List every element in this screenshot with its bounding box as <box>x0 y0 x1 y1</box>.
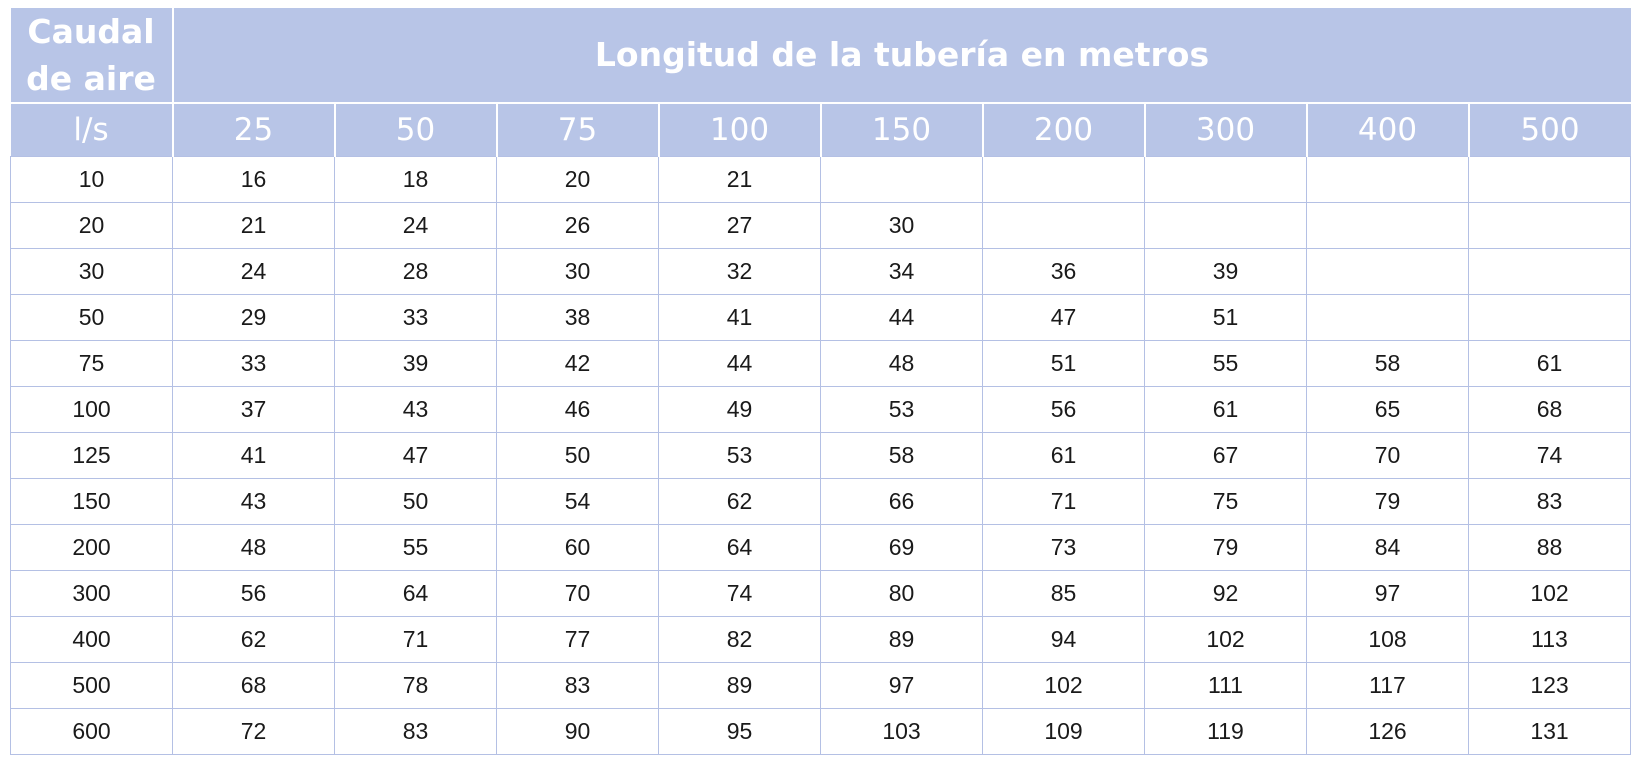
diameter-value-cell: 33 <box>335 295 497 341</box>
table-row <box>11 709 1631 755</box>
diameter-value-cell: 92 <box>1145 571 1307 617</box>
flow-value-cell: 400 <box>11 617 173 663</box>
diameter-value-cell: 27 <box>659 203 821 249</box>
diameter-value-cell: 49 <box>659 387 821 433</box>
diameter-value-cell: 34 <box>821 249 983 295</box>
diameter-value-cell: 48 <box>821 341 983 387</box>
table-body <box>11 157 1631 755</box>
table-row <box>11 341 1631 387</box>
length-header-cell: 75 <box>497 103 659 157</box>
unit-header: l/s <box>11 103 173 157</box>
diameter-value-cell: 68 <box>1469 387 1631 433</box>
diameter-value-cell: 113 <box>1469 617 1631 663</box>
table-row <box>11 295 1631 341</box>
diameter-value-cell: 64 <box>335 571 497 617</box>
diameter-value-cell: 84 <box>1307 525 1469 571</box>
flow-header-line2: de aire <box>26 59 156 98</box>
diameter-value-cell: 28 <box>335 249 497 295</box>
diameter-value-cell: 55 <box>1145 341 1307 387</box>
flow-value-cell: 75 <box>11 341 173 387</box>
length-header-cell: 200 <box>983 103 1145 157</box>
diameter-value-cell: 102 <box>983 663 1145 709</box>
diameter-value-cell <box>983 203 1145 249</box>
diameter-value-cell: 62 <box>173 617 335 663</box>
diameter-value-cell <box>1307 157 1469 203</box>
diameter-value-cell <box>1469 249 1631 295</box>
diameter-value-cell: 64 <box>659 525 821 571</box>
flow-value-cell: 600 <box>11 709 173 755</box>
diameter-value-cell: 82 <box>659 617 821 663</box>
diameter-value-cell: 79 <box>1307 479 1469 525</box>
diameter-value-cell: 95 <box>659 709 821 755</box>
diameter-value-cell: 83 <box>335 709 497 755</box>
diameter-value-cell: 103 <box>821 709 983 755</box>
diameter-value-cell <box>1469 295 1631 341</box>
table-row <box>11 479 1631 525</box>
diameter-value-cell: 70 <box>1307 433 1469 479</box>
length-header-cell: 400 <box>1307 103 1469 157</box>
diameter-value-cell <box>1307 295 1469 341</box>
flow-value-cell: 150 <box>11 479 173 525</box>
length-header-cell: 300 <box>1145 103 1307 157</box>
diameter-value-cell: 62 <box>659 479 821 525</box>
diameter-value-cell: 126 <box>1307 709 1469 755</box>
table-row <box>11 663 1631 709</box>
diameter-value-cell: 74 <box>659 571 821 617</box>
diameter-value-cell: 37 <box>173 387 335 433</box>
diameter-value-cell: 102 <box>1145 617 1307 663</box>
diameter-value-cell <box>1469 203 1631 249</box>
diameter-value-cell <box>1307 249 1469 295</box>
airflow-pipe-length-table <box>10 8 1631 755</box>
diameter-value-cell: 65 <box>1307 387 1469 433</box>
diameter-value-cell: 108 <box>1307 617 1469 663</box>
diameter-value-cell <box>983 157 1145 203</box>
diameter-value-cell: 60 <box>497 525 659 571</box>
diameter-value-cell: 21 <box>659 157 821 203</box>
diameter-value-cell: 54 <box>497 479 659 525</box>
flow-value-cell: 500 <box>11 663 173 709</box>
diameter-value-cell: 51 <box>1145 295 1307 341</box>
airflow-table-container <box>10 8 1631 755</box>
diameter-value-cell: 97 <box>821 663 983 709</box>
diameter-value-cell: 58 <box>821 433 983 479</box>
diameter-value-cell: 90 <box>497 709 659 755</box>
flow-value-cell: 200 <box>11 525 173 571</box>
diameter-value-cell: 47 <box>983 295 1145 341</box>
diameter-value-cell: 117 <box>1307 663 1469 709</box>
diameter-value-cell: 41 <box>173 433 335 479</box>
header-row-titles <box>11 8 1631 103</box>
diameter-value-cell: 83 <box>497 663 659 709</box>
diameter-value-cell: 61 <box>1469 341 1631 387</box>
table-row <box>11 433 1631 479</box>
table-row <box>11 387 1631 433</box>
diameter-value-cell: 29 <box>173 295 335 341</box>
diameter-value-cell: 16 <box>173 157 335 203</box>
flow-value-cell: 300 <box>11 571 173 617</box>
diameter-value-cell: 89 <box>821 617 983 663</box>
diameter-value-cell: 56 <box>173 571 335 617</box>
diameter-value-cell: 43 <box>173 479 335 525</box>
diameter-value-cell: 66 <box>821 479 983 525</box>
diameter-value-cell: 53 <box>659 433 821 479</box>
flow-value-cell: 20 <box>11 203 173 249</box>
diameter-value-cell: 56 <box>983 387 1145 433</box>
table-row <box>11 571 1631 617</box>
table-row <box>11 249 1631 295</box>
diameter-value-cell <box>1469 157 1631 203</box>
diameter-value-cell: 78 <box>335 663 497 709</box>
diameter-value-cell: 24 <box>335 203 497 249</box>
flow-value-cell: 125 <box>11 433 173 479</box>
diameter-value-cell: 75 <box>1145 479 1307 525</box>
flow-value-cell: 10 <box>11 157 173 203</box>
diameter-value-cell: 39 <box>335 341 497 387</box>
diameter-value-cell: 48 <box>173 525 335 571</box>
diameter-value-cell: 72 <box>173 709 335 755</box>
diameter-value-cell: 30 <box>497 249 659 295</box>
table-row <box>11 525 1631 571</box>
diameter-value-cell: 30 <box>821 203 983 249</box>
length-header-cell: 50 <box>335 103 497 157</box>
diameter-value-cell: 41 <box>659 295 821 341</box>
diameter-value-cell <box>1307 203 1469 249</box>
diameter-value-cell: 44 <box>821 295 983 341</box>
diameter-value-cell: 88 <box>1469 525 1631 571</box>
diameter-value-cell: 51 <box>983 341 1145 387</box>
diameter-value-cell: 24 <box>173 249 335 295</box>
diameter-value-cell: 55 <box>335 525 497 571</box>
diameter-value-cell: 102 <box>1469 571 1631 617</box>
diameter-value-cell: 68 <box>173 663 335 709</box>
diameter-value-cell <box>1145 157 1307 203</box>
diameter-value-cell: 38 <box>497 295 659 341</box>
diameter-value-cell: 18 <box>335 157 497 203</box>
diameter-value-cell: 73 <box>983 525 1145 571</box>
diameter-value-cell: 42 <box>497 341 659 387</box>
diameter-value-cell: 74 <box>1469 433 1631 479</box>
diameter-value-cell: 85 <box>983 571 1145 617</box>
table-header <box>11 8 1631 157</box>
diameter-value-cell: 46 <box>497 387 659 433</box>
diameter-value-cell: 50 <box>497 433 659 479</box>
flow-header <box>11 8 173 103</box>
diameter-value-cell: 109 <box>983 709 1145 755</box>
diameter-value-cell: 36 <box>983 249 1145 295</box>
diameter-value-cell: 83 <box>1469 479 1631 525</box>
diameter-value-cell: 131 <box>1469 709 1631 755</box>
diameter-value-cell: 97 <box>1307 571 1469 617</box>
diameter-value-cell: 50 <box>335 479 497 525</box>
table-row <box>11 157 1631 203</box>
diameter-value-cell: 33 <box>173 341 335 387</box>
diameter-value-cell: 53 <box>821 387 983 433</box>
diameter-value-cell: 61 <box>1145 387 1307 433</box>
diameter-value-cell: 80 <box>821 571 983 617</box>
diameter-value-cell: 119 <box>1145 709 1307 755</box>
diameter-value-cell: 70 <box>497 571 659 617</box>
diameter-value-cell: 71 <box>335 617 497 663</box>
diameter-value-cell: 21 <box>173 203 335 249</box>
diameter-value-cell <box>1145 203 1307 249</box>
diameter-value-cell: 79 <box>1145 525 1307 571</box>
header-row-units <box>11 103 1631 157</box>
table-row <box>11 203 1631 249</box>
diameter-value-cell: 47 <box>335 433 497 479</box>
diameter-value-cell: 123 <box>1469 663 1631 709</box>
flow-value-cell: 30 <box>11 249 173 295</box>
length-header-cell: 25 <box>173 103 335 157</box>
diameter-value-cell: 20 <box>497 157 659 203</box>
flow-value-cell: 50 <box>11 295 173 341</box>
diameter-value-cell: 67 <box>1145 433 1307 479</box>
table-row <box>11 617 1631 663</box>
length-header-cell: 150 <box>821 103 983 157</box>
diameter-value-cell: 26 <box>497 203 659 249</box>
diameter-value-cell: 58 <box>1307 341 1469 387</box>
diameter-value-cell: 43 <box>335 387 497 433</box>
diameter-value-cell: 69 <box>821 525 983 571</box>
length-header-cell: 500 <box>1469 103 1631 157</box>
diameter-value-cell: 44 <box>659 341 821 387</box>
diameter-value-cell: 89 <box>659 663 821 709</box>
diameter-value-cell: 111 <box>1145 663 1307 709</box>
flow-value-cell: 100 <box>11 387 173 433</box>
length-header: Longitud de la tubería en metros <box>173 8 1631 103</box>
diameter-value-cell: 39 <box>1145 249 1307 295</box>
diameter-value-cell <box>821 157 983 203</box>
length-header-cell: 100 <box>659 103 821 157</box>
diameter-value-cell: 32 <box>659 249 821 295</box>
diameter-value-cell: 61 <box>983 433 1145 479</box>
diameter-value-cell: 77 <box>497 617 659 663</box>
flow-header-line1: Caudal <box>27 12 155 51</box>
diameter-value-cell: 71 <box>983 479 1145 525</box>
diameter-value-cell: 94 <box>983 617 1145 663</box>
